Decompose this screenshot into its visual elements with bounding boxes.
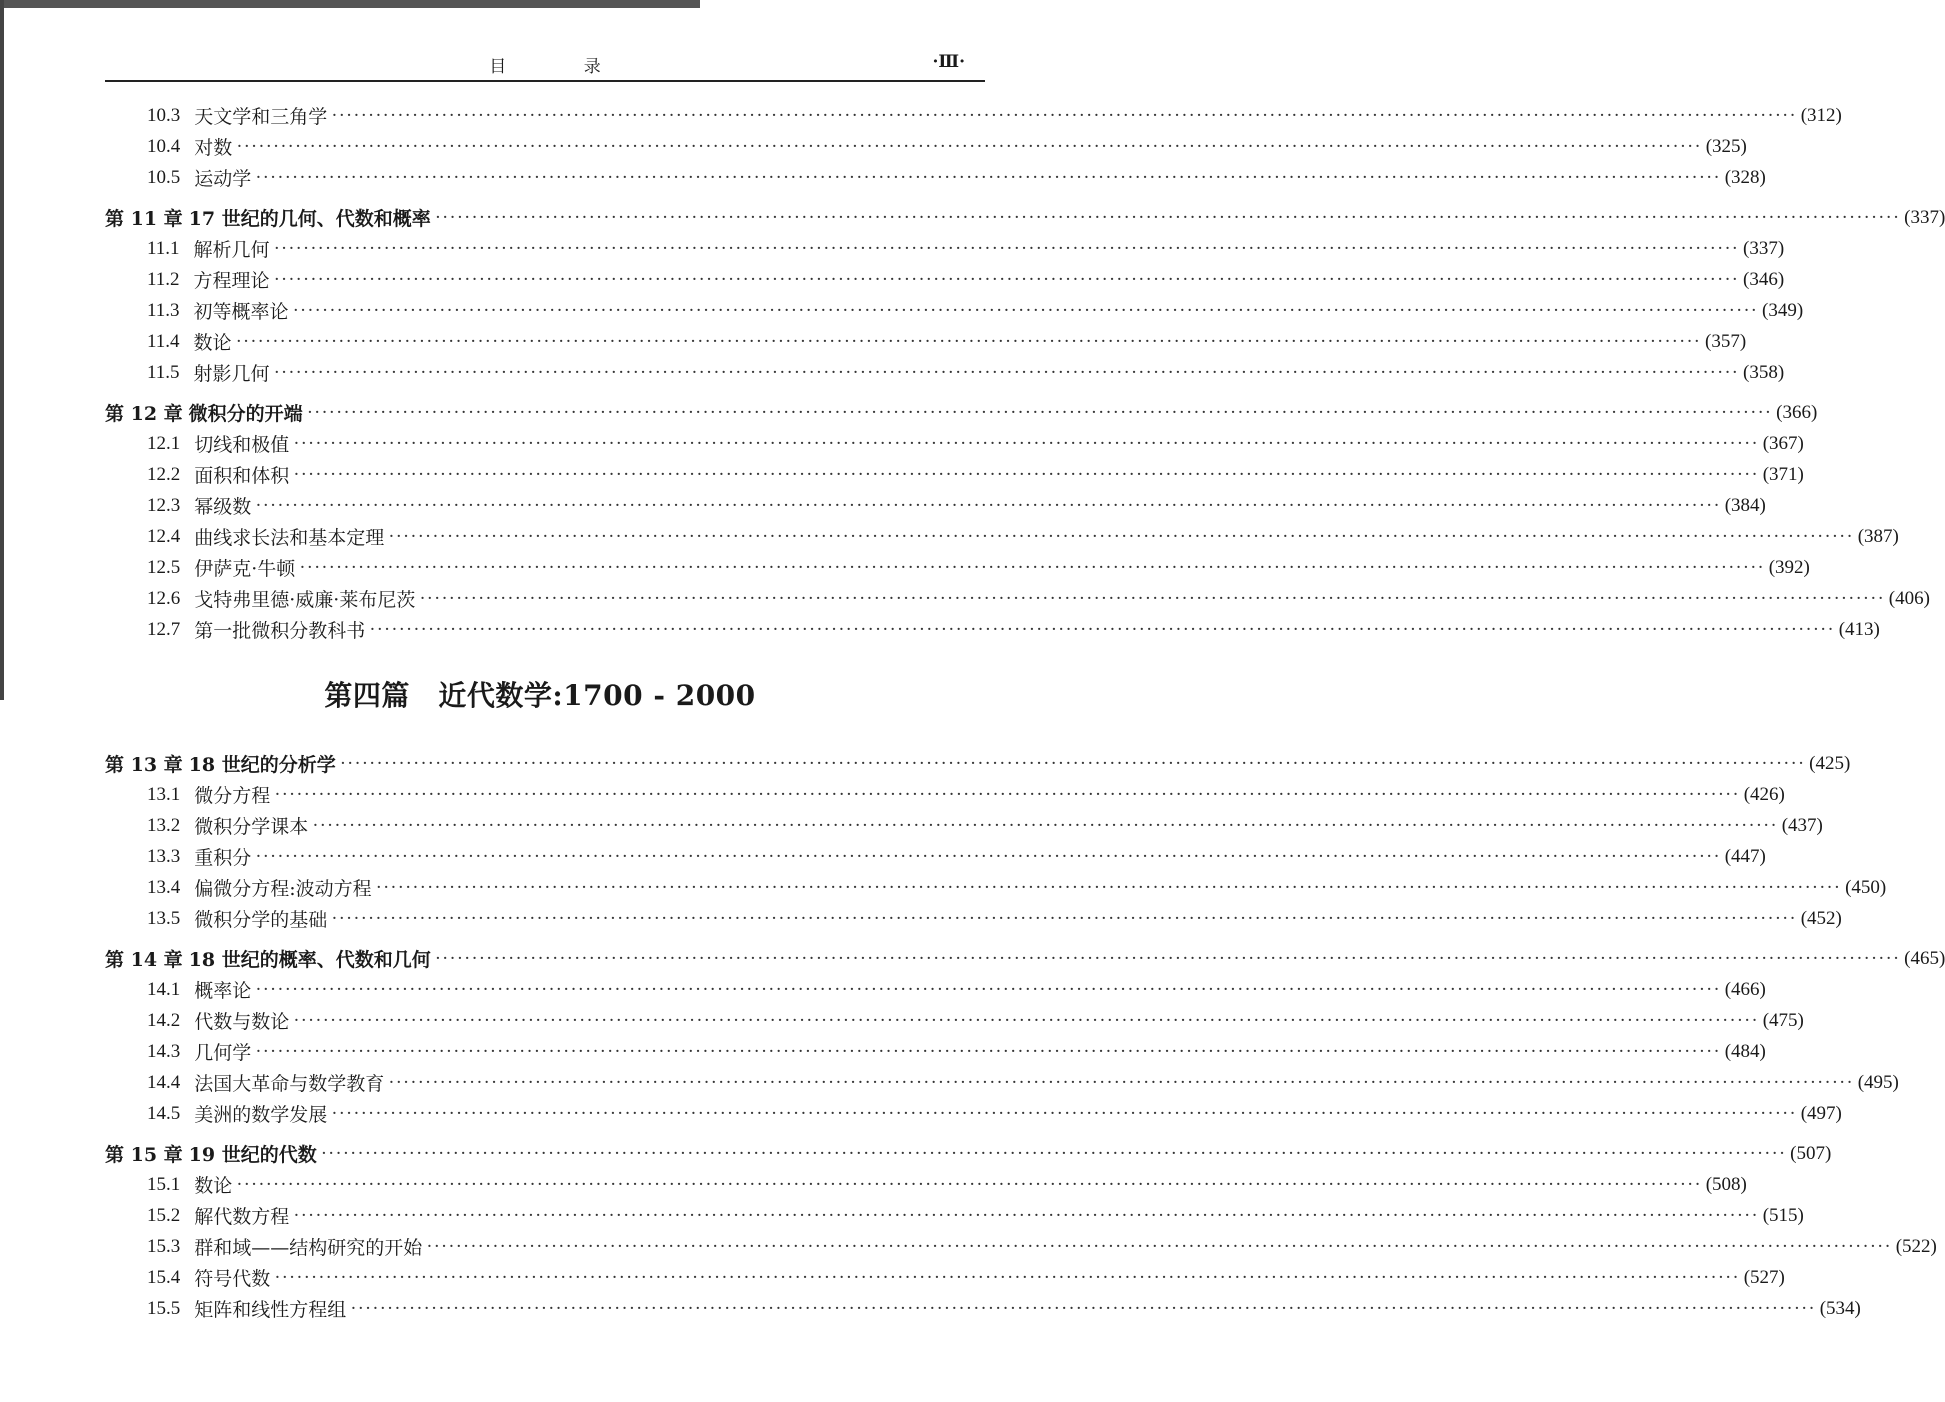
toc-section-row xyxy=(105,100,1842,131)
dot-leader: ········································································································································································································ xyxy=(255,1040,1721,1062)
page-reference: (437) xyxy=(1781,814,1823,836)
section-title: 天文学和三角学 xyxy=(194,106,328,128)
page-reference: (425) xyxy=(1809,752,1851,774)
section-title: 符号代数 xyxy=(194,1268,271,1290)
toc-section-row xyxy=(105,1098,1842,1129)
section-number: 14.3 xyxy=(147,1040,181,1062)
section-title: 概率论 xyxy=(194,980,252,1002)
chapter-number: 第 12 章 xyxy=(105,403,183,425)
section-title: 代数与数论 xyxy=(194,1011,290,1033)
toc-section-row xyxy=(105,1036,1766,1067)
section-title: 面积和体积 xyxy=(194,465,290,487)
chapter-number: 第 11 章 xyxy=(105,208,183,230)
section-number: 12.7 xyxy=(147,618,181,640)
toc-gap xyxy=(105,193,990,202)
page-reference: (392) xyxy=(1768,556,1810,578)
running-header xyxy=(105,48,985,80)
page-reference: (466) xyxy=(1724,978,1766,1000)
page-reference: (495) xyxy=(1857,1071,1899,1093)
section-number: 13.1 xyxy=(147,783,181,805)
section-number: 14.1 xyxy=(147,978,181,1000)
part-heading: 第四篇 近代数学:1700 - 2000 xyxy=(324,679,756,712)
section-title: 射影几何 xyxy=(193,363,270,385)
toc-block-upper xyxy=(105,100,1945,645)
dot-leader: ········································································································································································································ xyxy=(255,494,1721,516)
dot-leader: ········································································································································································································ xyxy=(293,432,1759,454)
section-number: 13.5 xyxy=(147,907,181,929)
dot-leader: ········································································································································································································ xyxy=(255,845,1721,867)
page-reference: (328) xyxy=(1724,166,1766,188)
toc-section-row xyxy=(105,779,1785,810)
page-reference: (387) xyxy=(1857,525,1899,547)
dot-leader: ········································································································································································································ xyxy=(293,1009,1759,1031)
section-number: 12.6 xyxy=(147,587,181,609)
toc-chapter-row xyxy=(105,748,1851,779)
page-reference: (349) xyxy=(1762,299,1804,321)
section-title: 运动学 xyxy=(194,168,252,190)
page-reference: (337) xyxy=(1904,206,1945,228)
section-title: 切线和极值 xyxy=(194,434,290,456)
section-number: 15.2 xyxy=(147,1204,181,1226)
toc-chapter-row xyxy=(105,943,1945,974)
page-reference: (367) xyxy=(1762,432,1804,454)
section-number: 15.5 xyxy=(147,1297,181,1319)
page-reference: (534) xyxy=(1819,1297,1861,1319)
section-title: 微积分学的基础 xyxy=(194,909,328,931)
page-reference: (325) xyxy=(1705,135,1747,157)
dot-leader: ········································································································································································································ xyxy=(235,330,1701,352)
dot-leader: ········································································································································································································ xyxy=(236,1173,1702,1195)
section-title: 伊萨克·牛顿 xyxy=(194,558,296,580)
dot-leader: ········································································································································································································ xyxy=(292,299,1758,321)
page-reference: (450) xyxy=(1845,876,1887,898)
page-reference: (371) xyxy=(1762,463,1804,485)
section-number: 11.3 xyxy=(147,299,180,321)
section-title: 对数 xyxy=(194,137,233,159)
section-title: 解代数方程 xyxy=(194,1206,290,1228)
section-title: 重积分 xyxy=(194,847,252,869)
page-reference: (346) xyxy=(1743,268,1785,290)
header-rule xyxy=(105,80,985,82)
chapter-title: 微积分的开端 xyxy=(188,403,303,425)
section-number: 10.4 xyxy=(147,135,181,157)
page-reference: (337) xyxy=(1743,237,1785,259)
dot-leader: ········································································································································································································ xyxy=(255,978,1721,1000)
section-number: 12.5 xyxy=(147,556,181,578)
section-number: 15.3 xyxy=(147,1235,181,1257)
dot-leader: ········································································································································································································ xyxy=(388,1071,1854,1093)
toc-section-row xyxy=(105,162,1766,193)
page-reference: (357) xyxy=(1705,330,1747,352)
chapter-number: 第 15 章 xyxy=(105,1144,183,1166)
toc-section-row xyxy=(105,459,1804,490)
section-number: 14.2 xyxy=(147,1009,181,1031)
dot-leader: ········································································································································································································ xyxy=(273,237,1739,259)
section-title: 第一批微积分教科书 xyxy=(194,620,366,642)
section-number: 12.2 xyxy=(147,463,181,485)
dot-leader: ········································································································································································································ xyxy=(419,587,1885,609)
dot-leader: ········································································································································································································ xyxy=(369,618,1835,640)
toc-section-row xyxy=(105,131,1747,162)
section-number: 12.1 xyxy=(147,432,181,454)
section-title: 几何学 xyxy=(194,1042,252,1064)
toc-section-row xyxy=(105,810,1823,841)
chapter-title: 19 世纪的代数 xyxy=(188,1144,317,1166)
page-reference: (413) xyxy=(1838,618,1880,640)
toc-section-row xyxy=(105,428,1804,459)
page-reference: (465) xyxy=(1904,947,1945,969)
page-reference: (527) xyxy=(1743,1266,1785,1288)
section-title: 偏微分方程:波动方程 xyxy=(194,878,372,900)
page-reference: (366) xyxy=(1776,401,1818,423)
toc-gap xyxy=(105,1129,990,1138)
scan-edge-top xyxy=(0,0,700,8)
section-number: 12.4 xyxy=(147,525,181,547)
page-reference: (515) xyxy=(1762,1204,1804,1226)
toc-section-row xyxy=(105,1067,1899,1098)
section-number: 15.4 xyxy=(147,1266,181,1288)
section-number: 11.1 xyxy=(147,237,180,259)
section-title: 解析几何 xyxy=(193,239,270,261)
toc-section-row xyxy=(105,614,1880,645)
dot-leader: ········································································································································································································ xyxy=(434,947,1901,969)
toc-section-row xyxy=(105,490,1766,521)
dot-leader: ········································································································································································································ xyxy=(299,556,1765,578)
toc-section-row xyxy=(105,357,1785,388)
page-reference: (507) xyxy=(1790,1142,1832,1164)
page-reference: (426) xyxy=(1743,783,1785,805)
toc-chapter-row xyxy=(105,1138,1832,1169)
section-number: 15.1 xyxy=(147,1173,181,1195)
dot-leader: ········································································································································································································ xyxy=(320,1142,1787,1164)
page-reference: (452) xyxy=(1800,907,1842,929)
toc-section-row xyxy=(105,521,1899,552)
section-title: 矩阵和线性方程组 xyxy=(194,1299,347,1321)
toc-section-row xyxy=(105,1262,1785,1293)
dot-leader: ········································································································································································································ xyxy=(331,1102,1797,1124)
section-title: 幂级数 xyxy=(194,496,252,518)
section-title: 群和域——结构研究的开始 xyxy=(194,1237,423,1259)
section-number: 11.5 xyxy=(147,361,180,383)
section-number: 12.3 xyxy=(147,494,181,516)
dot-leader: ········································································································································································································ xyxy=(255,166,1721,188)
dot-leader: ········································································································································································································ xyxy=(236,135,1702,157)
section-number: 13.2 xyxy=(147,814,181,836)
toc-section-row xyxy=(105,326,1747,357)
dot-leader: ········································································································································································································ xyxy=(331,907,1797,929)
header-page-number: ·Ⅲ· xyxy=(932,52,965,72)
section-title: 微分方程 xyxy=(194,785,271,807)
page-reference: (406) xyxy=(1888,587,1930,609)
section-title: 微积分学课本 xyxy=(194,816,309,838)
section-title: 方程理论 xyxy=(193,270,270,292)
dot-leader: ········································································································································································································ xyxy=(306,401,1773,423)
toc-block-lower xyxy=(105,748,1945,1324)
chapter-number: 第 13 章 xyxy=(105,754,183,776)
dot-leader: ········································································································································································································ xyxy=(331,104,1797,126)
page-reference: (508) xyxy=(1705,1173,1747,1195)
chapter-title: 18 世纪的分析学 xyxy=(188,754,336,776)
dot-leader: ········································································································································································································ xyxy=(339,752,1806,774)
header-title: 目 录 xyxy=(489,57,637,77)
dot-leader: ········································································································································································································ xyxy=(274,783,1740,805)
dot-leader: ········································································································································································································ xyxy=(293,1204,1759,1226)
dot-leader: ········································································································································································································ xyxy=(293,463,1759,485)
chapter-number: 第 14 章 xyxy=(105,949,183,971)
toc-section-row xyxy=(105,295,1804,326)
toc-section-row xyxy=(105,903,1842,934)
toc-section-row xyxy=(105,233,1785,264)
page-reference: (447) xyxy=(1724,845,1766,867)
dot-leader: ········································································································································································································ xyxy=(434,206,1901,228)
section-number: 10.5 xyxy=(147,166,181,188)
toc-section-row xyxy=(105,1005,1804,1036)
section-title: 数论 xyxy=(194,1175,233,1197)
page-reference: (384) xyxy=(1724,494,1766,516)
toc-section-row xyxy=(105,1293,1861,1324)
section-number: 13.4 xyxy=(147,876,181,898)
toc-section-row xyxy=(105,1200,1804,1231)
section-number: 10.3 xyxy=(147,104,181,126)
section-number: 11.2 xyxy=(147,268,180,290)
dot-leader: ········································································································································································································ xyxy=(273,361,1739,383)
section-number: 11.4 xyxy=(147,330,180,352)
dot-leader: ········································································································································································································ xyxy=(274,1266,1740,1288)
page-reference: (484) xyxy=(1724,1040,1766,1062)
toc-section-row xyxy=(105,1169,1747,1200)
toc-chapter-row xyxy=(105,397,1818,428)
section-number: 14.5 xyxy=(147,1102,181,1124)
toc-gap xyxy=(105,934,990,943)
page-reference: (475) xyxy=(1762,1009,1804,1031)
dot-leader: ········································································································································································································ xyxy=(375,876,1842,898)
section-number: 13.3 xyxy=(147,845,181,867)
section-title: 法国大革命与数学教育 xyxy=(194,1073,385,1095)
page-reference: (522) xyxy=(1895,1235,1937,1257)
section-title: 美洲的数学发展 xyxy=(194,1104,328,1126)
section-title: 初等概率论 xyxy=(193,301,289,323)
chapter-title: 17 世纪的几何、代数和概率 xyxy=(188,208,431,230)
toc-section-row xyxy=(105,264,1785,295)
page-reference: (358) xyxy=(1743,361,1785,383)
chapter-title: 18 世纪的概率、代数和几何 xyxy=(188,949,431,971)
section-number: 14.4 xyxy=(147,1071,181,1093)
section-title: 曲线求长法和基本定理 xyxy=(194,527,385,549)
toc-section-row xyxy=(105,583,1930,614)
section-title: 戈特弗里德·威廉·莱布尼茨 xyxy=(194,589,416,611)
page-reference: (312) xyxy=(1800,104,1842,126)
section-title: 数论 xyxy=(193,332,232,354)
toc-gap xyxy=(105,388,990,397)
toc-section-row xyxy=(105,1231,1937,1262)
toc-chapter-row xyxy=(105,202,1945,233)
dot-leader: ········································································································································································································ xyxy=(350,1297,1816,1319)
dot-leader: ········································································································································································································ xyxy=(273,268,1739,290)
toc-section-row xyxy=(105,872,1887,903)
dot-leader: ········································································································································································································ xyxy=(312,814,1778,836)
toc-section-row xyxy=(105,552,1810,583)
dot-leader: ········································································································································································································ xyxy=(426,1235,1892,1257)
scan-edge-left xyxy=(0,0,4,700)
toc-section-row xyxy=(105,974,1766,1005)
toc-section-row xyxy=(105,841,1766,872)
page-reference: (497) xyxy=(1800,1102,1842,1124)
dot-leader: ········································································································································································································ xyxy=(388,525,1854,547)
